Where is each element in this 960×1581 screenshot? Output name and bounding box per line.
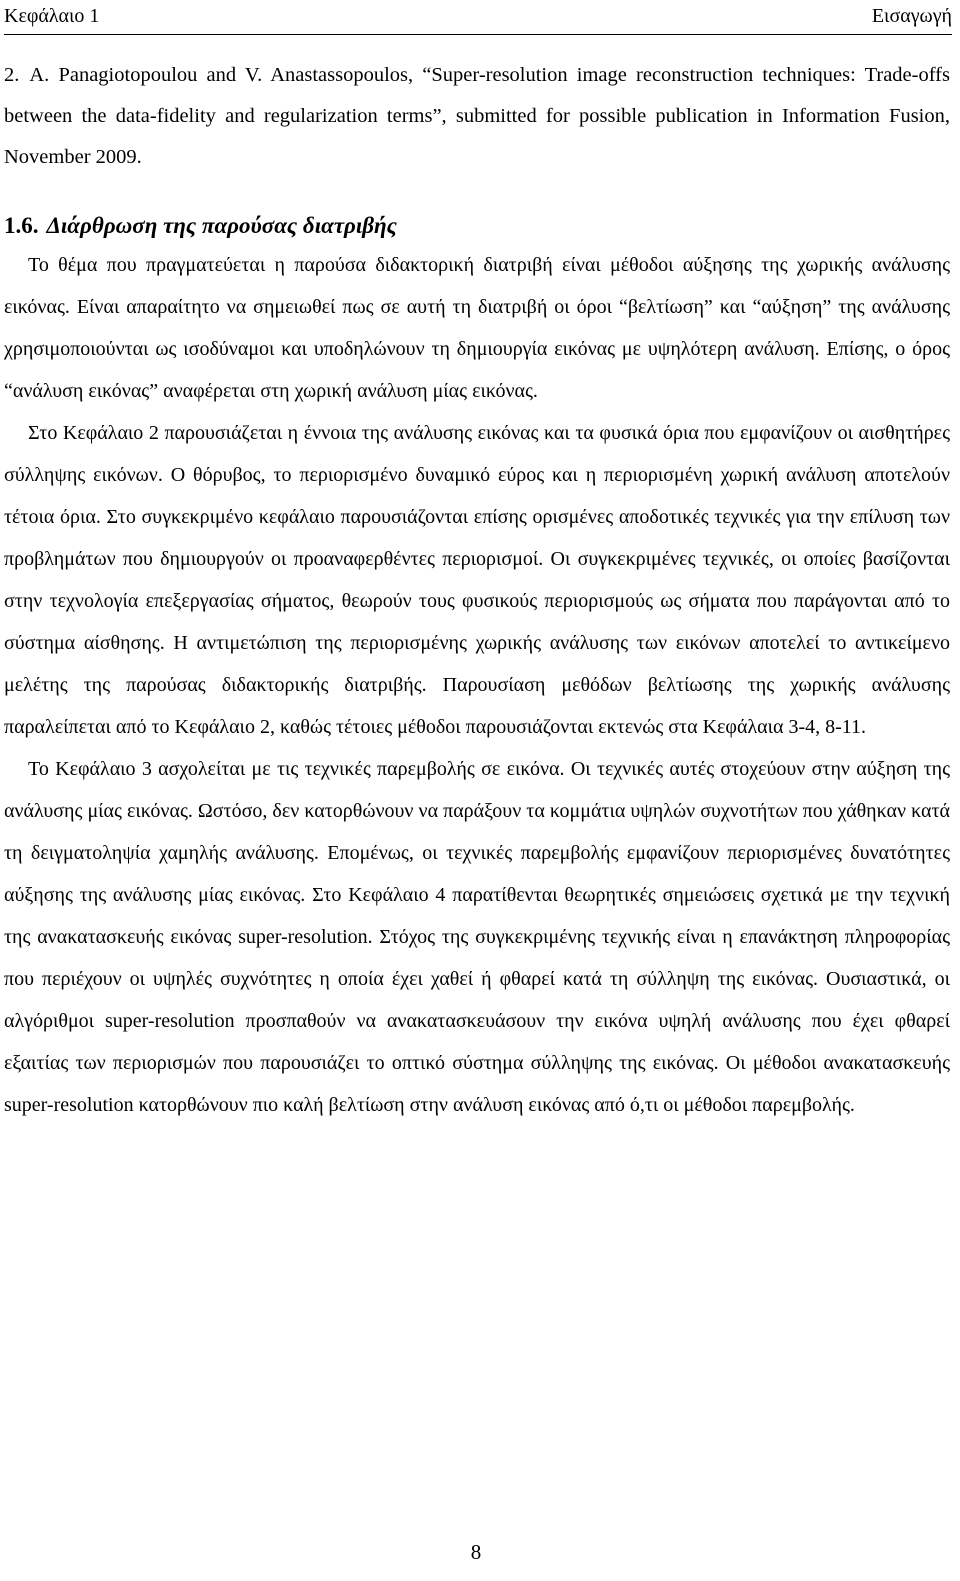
reference-entry — [4, 55, 950, 178]
paragraph-1: Το θέμα που πραγματεύεται η παρούσα διδακτορική διατριβή είναι μέθοδοι αύξησης της χωρικής ανάλυσης εικόνας. Είναι απαραίτητο να σημειωθεί πως σε αυτή τη διατριβή οι όροι “βελτίωση” και “αύξηση” της ανάλυσης χρησιμοποιούνται ως ισοδύναμοι και υποδηλώνουν τη δημιουργία εικόνας με υψηλότερη ανάλυση. Επίσης, ο όρος “ανάλυση εικόνας” αναφέρεται στη χωρική ανάλυση μίας εικόνας. — [4, 254, 950, 402]
page-number: 8 — [470, 1540, 482, 1564]
paragraph-3: Το Κεφάλαιο 3 ασχολείται με τις τεχνικές παρεμβολής σε εικόνα. Οι τεχνικές αυτές στοχεύουν στην αύξηση της ανάλυσης μίας εικόνας. Ωστόσο, δεν κατορθώνουν να παράξουν τα κομμάτια υψηλών συχνοτήτων που χάθηκαν κατά τη δειγματοληψία χαμηλής ανάλυσης. Επομένως, οι τεχνικές παρεμβολής εμφανίζουν περιορισμένες δυνατότητες αύξησης της ανάλυσης μίας εικόνας. Στο Κεφάλαιο 4 παρατίθενται θεωρητικές σημειώσεις σχετικά με την τεχνική της ανακατασκευής εικόνας super-resolution. Στόχος της συγκεκριμένης τεχνικής είναι η επανάκτηση πληροφορίας που περιέχουν οι υψηλές συχνότητες η οποία έχει χαθεί ή φθαρεί κατά τη σύλληψη της εικόνας. Ουσιαστικά, οι αλγόριθμοι super-resolution προσπαθούν να ανακατασκευάσουν την εικόνα υψηλή ανάλυσης που έχει φθαρεί εξαιτίας των περιορισμών που παρουσιάζει το οπτικό σύστημα σύλληψης της εικόνας. Οι μέθοδοι ανακατασκευής super-resolution κατορθώνουν πιο καλή βελτίωση στην ανάλυση εικόνας από ό,τι οι μέθοδοι παρεμβολής. — [4, 758, 950, 1116]
section-number: 1.6. — [4, 213, 39, 238]
section-title: Διάρθρωση της παρούσας διατριβής — [46, 213, 397, 238]
running-header — [4, 4, 952, 35]
reference-text: A. Panagiotopoulou and V. Anastassopoulos, “Super-resolution image reconstruction techniques: Trade-offs between the data-fidelity and regularization terms”, submitted for possible publication in Information Fusion, November 2009. — [4, 64, 950, 168]
page-content — [4, 55, 950, 1126]
section-heading — [4, 211, 950, 241]
reference-number: 2. — [4, 64, 20, 86]
header-chapter: Κεφάλαιο 1 — [4, 5, 100, 27]
paragraph-2: Στο Κεφάλαιο 2 παρουσιάζεται η έννοια της ανάλυσης εικόνας και τα φυσικά όρια που εμφανίζουν οι αισθητήρες σύλληψης εικόνων. Ο θόρυβος, το περιορισμένο δυναμικό εύρος και η περιορισμένη χωρική ανάλυση αποτελούν τέτοια όρια. Στο συγκεκριμένο κεφάλαιο παρουσιάζονται επίσης ορισμένες αποδοτικές τεχνικές για την επίλυση των προβλημάτων που δημιουργούν οι προαναφερθέντες περιορισμοί. Οι συγκεκριμένες τεχνικές, οι οποίες βασίζονται στην τεχνολογία επεξεργασίας σήματος, θεωρούν τους φυσικούς περιορισμούς ως σήματα που παράγονται από το σύστημα αίσθησης. Η αντιμετώπιση της περιορισμένης χωρικής ανάλυσης των εικόνων αποτελεί το αντικείμενο μελέτης της παρούσας διδακτορικής διατριβής. Παρουσίαση μεθόδων βελτίωσης της χωρικής ανάλυσης παραλείπεται από το Κεφάλαιο 2, καθώς τέτοιες μέθοδοι παρουσιάζονται εκτενώς στα Κεφάλαια 3-4, 8-11. — [4, 422, 950, 738]
header-section: Εισαγωγή — [871, 5, 952, 27]
